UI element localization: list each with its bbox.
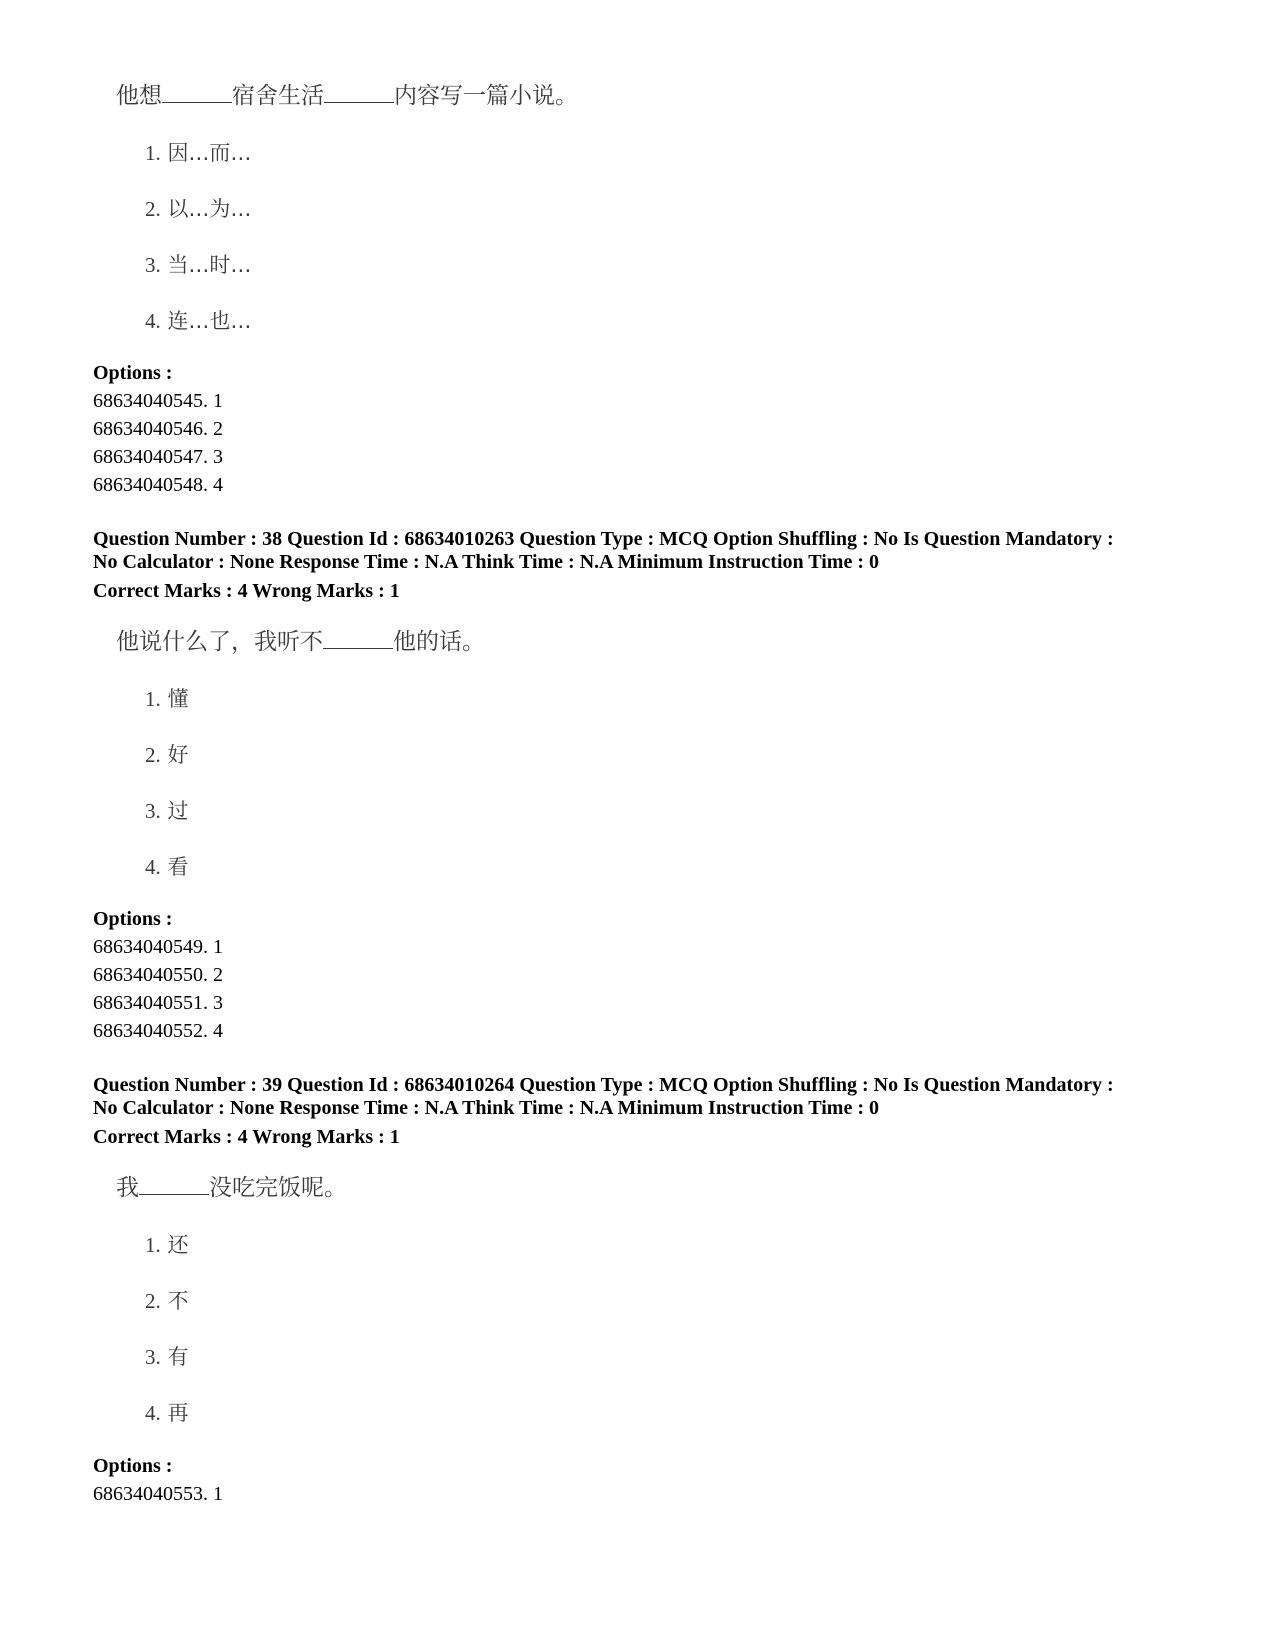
q37-choice-3-num: 3. — [145, 253, 161, 277]
q37-option-4: 68634040548. 4 — [93, 474, 223, 496]
q39-option-1: 68634040553. 1 — [93, 1483, 223, 1505]
q37-choice-2-num: 2. — [145, 197, 161, 221]
q38-option-4: 68634040552. 4 — [93, 1020, 223, 1042]
q37-option-1: 68634040545. 1 — [93, 390, 223, 412]
q39-choice-4-num: 4. — [145, 1401, 161, 1425]
q38-meta-line2: No Calculator : None Response Time : N.A Think Time : N.A Minimum Instruction Time : 0 — [93, 551, 879, 573]
q38-stem — [116, 627, 485, 657]
q37-option-3: 68634040547. 3 — [93, 446, 223, 468]
q37-choice-2 — [145, 195, 251, 223]
q39-stem-part2: 没吃完饭呢。 — [209, 1175, 347, 1201]
q38-choice-4-num: 4. — [145, 855, 161, 879]
q37-options-label: Options : — [93, 362, 173, 384]
q37-blank-2 — [324, 82, 394, 103]
q39-blank — [139, 1174, 209, 1195]
q38-choice-4 — [145, 853, 188, 881]
q37-option-2: 68634040546. 2 — [93, 418, 223, 440]
q39-choice-3-text: 有 — [167, 1345, 189, 1369]
q37-choice-4 — [145, 307, 251, 335]
q39-choice-2 — [145, 1287, 188, 1315]
q39-choice-3-num: 3. — [145, 1345, 161, 1369]
q37-stem-part3: 内容写一篇小说。 — [394, 83, 578, 109]
q37-stem-part2: 宿舍生活 — [232, 83, 324, 109]
q39-options-label: Options : — [93, 1455, 173, 1477]
q37-stem-part1: 他想 — [116, 83, 162, 109]
q38-choice-3-num: 3. — [145, 799, 161, 823]
q38-choice-2-text: 好 — [167, 743, 189, 767]
q39-choice-1-num: 1. — [145, 1233, 161, 1257]
q39-choice-2-num: 2. — [145, 1289, 161, 1313]
q38-marks: Correct Marks : 4 Wrong Marks : 1 — [93, 580, 400, 602]
q38-choice-4-text: 看 — [167, 855, 189, 879]
q37-choice-3-text: 当…时… — [167, 253, 252, 277]
q37-choice-1-text: 因…而… — [167, 141, 252, 165]
q38-meta — [93, 528, 1203, 574]
q39-meta-line2: No Calculator : None Response Time : N.A Think Time : N.A Minimum Instruction Time : 0 — [93, 1097, 879, 1119]
q39-meta — [93, 1074, 1203, 1120]
q38-option-3: 68634040551. 3 — [93, 992, 223, 1014]
q37-choice-4-text: 连…也… — [167, 309, 252, 333]
q39-marks: Correct Marks : 4 Wrong Marks : 1 — [93, 1126, 400, 1148]
q39-choice-4-text: 再 — [167, 1401, 189, 1425]
q37-stem — [116, 81, 578, 111]
q37-choice-1 — [145, 139, 251, 167]
q38-choice-2 — [145, 741, 188, 769]
q38-option-2: 68634040550. 2 — [93, 964, 223, 986]
q38-stem-part2: 他的话。 — [393, 629, 485, 655]
q38-choice-1-num: 1. — [145, 687, 161, 711]
q37-choice-2-text: 以…为… — [167, 197, 252, 221]
q37-choice-3 — [145, 251, 251, 279]
q39-choice-4 — [145, 1399, 188, 1427]
q38-choice-3-text: 过 — [167, 799, 189, 823]
q39-stem-part1: 我 — [116, 1175, 139, 1201]
q37-choice-4-num: 4. — [145, 309, 161, 333]
q39-choice-1-text: 还 — [167, 1233, 189, 1257]
q38-choice-3 — [145, 797, 188, 825]
q39-meta-line1: Question Number : 39 Question Id : 68634010264 Question Type : MCQ Option Shuffling : No Is Question Mandatory : — [93, 1074, 1114, 1096]
q37-blank-1 — [162, 82, 232, 103]
q39-choice-3 — [145, 1343, 188, 1371]
q38-meta-line1: Question Number : 38 Question Id : 68634010263 Question Type : MCQ Option Shuffling : No Is Question Mandatory : — [93, 528, 1114, 550]
q38-stem-part1: 他说什么了，我听不 — [116, 629, 323, 655]
q39-stem — [116, 1173, 347, 1203]
q38-choice-1-text: 懂 — [167, 687, 189, 711]
q38-options-label: Options : — [93, 908, 173, 930]
q38-option-1: 68634040549. 1 — [93, 936, 223, 958]
q38-choice-2-num: 2. — [145, 743, 161, 767]
q37-choice-1-num: 1. — [145, 141, 161, 165]
q39-choice-1 — [145, 1231, 188, 1259]
q39-choice-2-text: 不 — [167, 1289, 189, 1313]
q38-choice-1 — [145, 685, 188, 713]
q38-blank — [323, 628, 393, 649]
